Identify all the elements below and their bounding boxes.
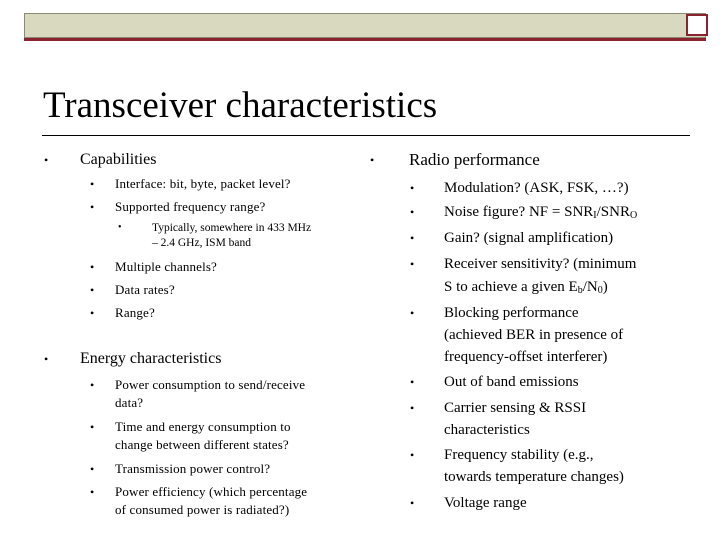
bullet: •: [410, 401, 415, 415]
bullet: •: [90, 260, 95, 274]
list-item: Data rates?: [115, 282, 175, 297]
list-item: Multiple channels?: [115, 259, 217, 274]
list-item: S to achieve a given $E_b/N_0$): [444, 279, 608, 296]
bullet: •: [410, 306, 415, 320]
list-item: Power efficiency (which percentage: [115, 484, 308, 499]
energy-heading: Energy characteristics: [80, 350, 222, 367]
list-item: Noise figure? NF = $SNR_I/SNR_O$: [444, 204, 638, 221]
list-item: Power consumption to send/receive: [115, 377, 306, 392]
list-item: frequency-offset interferer): [444, 349, 608, 365]
list-item: of consumed power is radiated?): [115, 502, 290, 517]
bullet: •: [90, 462, 95, 476]
bullet: •: [118, 222, 122, 233]
list-item: Blocking performance: [444, 305, 579, 321]
list-item: Supported frequency range?: [115, 199, 266, 214]
bullet: •: [90, 200, 95, 214]
list-item: (achieved BER in presence of: [444, 327, 624, 343]
list-item: Interface: bit, byte, packet level?: [115, 176, 291, 191]
radio-performance-heading: Radio performance: [409, 150, 540, 169]
bullet: •: [90, 420, 95, 434]
bullet: •: [370, 153, 375, 167]
list-item: – 2.4 GHz, ISM band: [152, 237, 252, 249]
list-item: Modulation? (ASK, FSK, …?): [444, 180, 629, 196]
bullet: •: [410, 205, 415, 219]
bullet: •: [410, 181, 415, 195]
bullet: •: [410, 375, 415, 389]
bullet: •: [410, 257, 415, 271]
list-item: Transmission power control?: [115, 461, 271, 476]
bullet: •: [90, 177, 95, 191]
list-item: Receiver sensitivity? (minimum: [444, 256, 637, 272]
list-item: Typically, somewhere in 433 MHz: [152, 222, 312, 234]
corner-square-right: [686, 14, 708, 36]
bullet: •: [410, 496, 415, 510]
list-item: towards temperature changes): [444, 469, 624, 485]
bullet: •: [410, 231, 415, 245]
bullet: •: [44, 153, 49, 167]
list-item: data?: [115, 395, 144, 410]
list-item: Gain? (signal amplification): [444, 230, 614, 246]
top-decorative-bar: [24, 13, 706, 38]
list-item: Out of band emissions: [444, 374, 579, 390]
bullet: •: [44, 352, 49, 366]
bullet: •: [90, 306, 95, 320]
list-item: change between different states?: [115, 437, 289, 452]
capabilities-heading: Capabilities: [80, 151, 157, 168]
list-item: characteristics: [444, 422, 530, 438]
bullet: •: [90, 283, 95, 297]
bullet: •: [90, 378, 95, 392]
slide-title: Transceiver characteristics: [43, 85, 438, 126]
title-rule: [42, 135, 690, 136]
bullet: •: [90, 485, 95, 499]
list-item: Range?: [115, 305, 155, 320]
bullet: •: [410, 448, 415, 462]
list-item: Frequency stability (e.g.,: [444, 447, 594, 463]
list-item: Voltage range: [444, 495, 527, 511]
top-accent-line: [24, 38, 706, 41]
list-item: Time and energy consumption to: [115, 419, 291, 434]
list-item: Carrier sensing & RSSI: [444, 400, 587, 416]
